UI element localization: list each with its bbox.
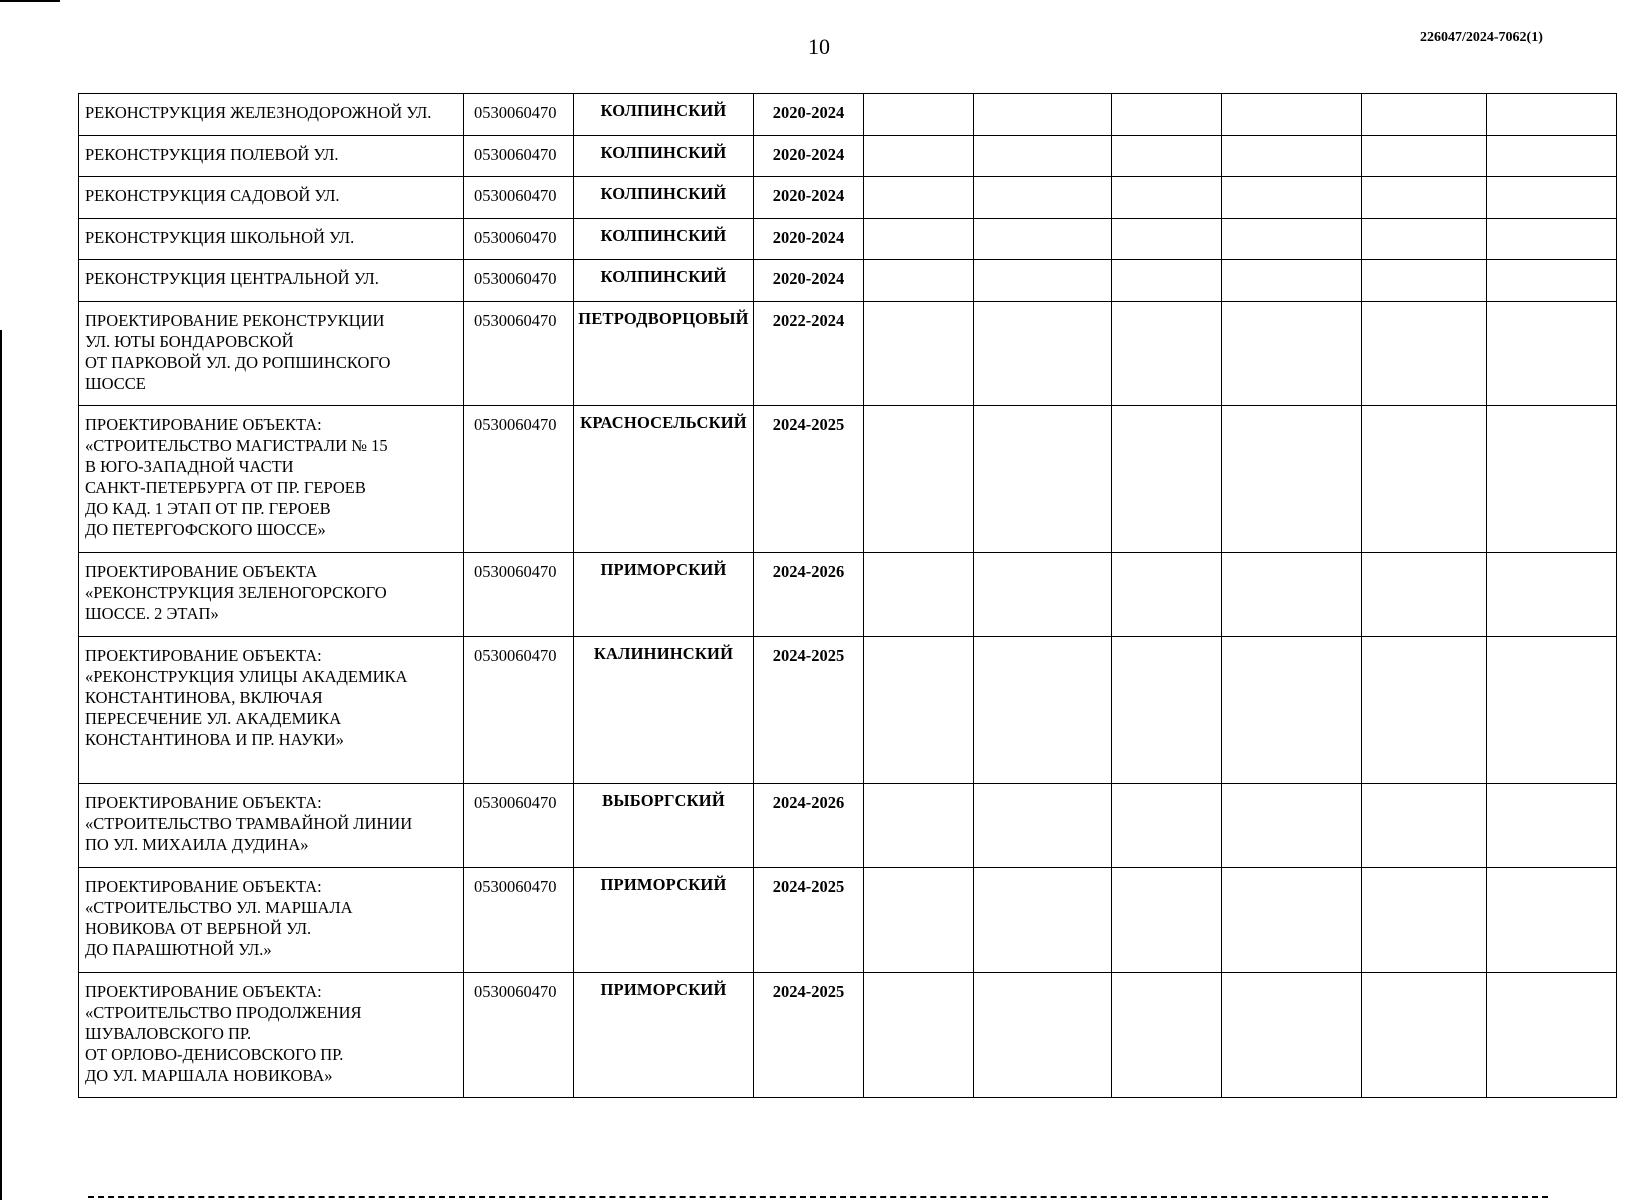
empty-value-cell	[1487, 94, 1617, 136]
empty-value-cell	[974, 973, 1112, 1098]
empty-value-cell	[1362, 94, 1487, 136]
empty-value-cell	[864, 94, 974, 136]
years-cell: 2024-2025	[754, 868, 864, 973]
table-row	[79, 302, 1617, 406]
empty-value-cell	[1112, 219, 1222, 260]
empty-value-cell	[974, 637, 1112, 784]
empty-value-cell	[1487, 553, 1617, 637]
empty-value-cell	[864, 868, 974, 973]
years-cell: 2020-2024	[754, 219, 864, 260]
district-cell: КРАСНОСЕЛЬСКИЙ	[574, 406, 754, 553]
district-cell: ПРИМОРСКИЙ	[574, 868, 754, 973]
empty-value-cell	[1222, 219, 1362, 260]
empty-value-cell	[1112, 973, 1222, 1098]
empty-value-cell	[1112, 784, 1222, 868]
object-name-line: КОНСТАНТИНОВА И ПР. НАУКИ»	[85, 730, 344, 749]
empty-value-cell	[1112, 94, 1222, 136]
empty-value-cell	[1362, 406, 1487, 553]
object-name-line: ПЕРЕСЕЧЕНИЕ УЛ. АКАДЕМИКА	[85, 709, 342, 728]
empty-value-cell	[974, 177, 1112, 219]
empty-value-cell	[1487, 868, 1617, 973]
empty-value-cell	[1362, 136, 1487, 177]
empty-value-cell	[864, 136, 974, 177]
empty-value-cell	[974, 260, 1112, 302]
years-cell: 2020-2024	[754, 136, 864, 177]
target-code-cell: 0530060470	[464, 260, 574, 302]
district-cell: КОЛПИНСКИЙ	[574, 260, 754, 302]
object-name-line: КОНСТАНТИНОВА, ВКЛЮЧАЯ	[85, 688, 323, 707]
object-name-line: ПРОЕКТИРОВАНИЕ ОБЪЕКТА	[85, 562, 318, 581]
table-row	[79, 868, 1617, 973]
empty-value-cell	[974, 219, 1112, 260]
empty-value-cell	[1222, 406, 1362, 553]
empty-value-cell	[974, 784, 1112, 868]
years-cell: 2024-2025	[754, 406, 864, 553]
empty-value-cell	[1222, 94, 1362, 136]
empty-value-cell	[1362, 219, 1487, 260]
years-cell: 2024-2025	[754, 637, 864, 784]
empty-value-cell	[1222, 868, 1362, 973]
target-code-cell: 0530060470	[464, 553, 574, 637]
empty-value-cell	[864, 553, 974, 637]
district-cell: ПЕТРОДВОРЦОВЫЙ	[574, 302, 754, 406]
empty-value-cell	[1112, 136, 1222, 177]
object-name-line: УЛ. ЮТЫ БОНДАРОВСКОЙ	[85, 332, 294, 351]
empty-value-cell	[1222, 260, 1362, 302]
empty-value-cell	[1112, 177, 1222, 219]
object-name-cell	[79, 177, 464, 219]
years-cell: 2020-2024	[754, 94, 864, 136]
object-name-line: «СТРОИТЕЛЬСТВО УЛ. МАРШАЛА	[85, 898, 353, 917]
empty-value-cell	[1487, 973, 1617, 1098]
object-name-line: ПРОЕКТИРОВАНИЕ ОБЪЕКТА:	[85, 646, 322, 665]
years-cell: 2020-2024	[754, 260, 864, 302]
empty-value-cell	[974, 302, 1112, 406]
empty-value-cell	[1362, 784, 1487, 868]
object-name-cell	[79, 868, 464, 973]
target-code-cell: 0530060470	[464, 406, 574, 553]
object-name-line: ПРОЕКТИРОВАНИЕ РЕКОНСТРУКЦИИ	[85, 311, 385, 330]
empty-value-cell	[864, 784, 974, 868]
empty-value-cell	[864, 219, 974, 260]
objects-table	[78, 93, 1617, 1098]
object-name-cell	[79, 302, 464, 406]
empty-value-cell	[1222, 553, 1362, 637]
empty-value-cell	[1112, 553, 1222, 637]
object-name-line: ОТ ОРЛОВО-ДЕНИСОВСКОГО ПР.	[85, 1045, 344, 1064]
page-number: 10	[808, 34, 830, 59]
scan-edge-mark	[0, 0, 60, 2]
empty-value-cell	[864, 177, 974, 219]
object-name-line: РЕКОНСТРУКЦИЯ ЖЕЛЕЗНОДОРОЖНОЙ УЛ.	[85, 103, 432, 122]
empty-value-cell	[1222, 177, 1362, 219]
empty-value-cell	[864, 637, 974, 784]
table-row	[79, 219, 1617, 260]
object-name-line: ОТ ПАРКОВОЙ УЛ. ДО РОПШИНСКОГО	[85, 353, 391, 372]
district-cell: ПРИМОРСКИЙ	[574, 553, 754, 637]
object-name-line: НОВИКОВА ОТ ВЕРБНОЙ УЛ.	[85, 919, 312, 938]
district-cell: КОЛПИНСКИЙ	[574, 219, 754, 260]
empty-value-cell	[864, 260, 974, 302]
object-name-cell	[79, 637, 464, 784]
table-row	[79, 973, 1617, 1098]
district-cell: КОЛПИНСКИЙ	[574, 177, 754, 219]
object-name-line: ДО ПАРАШЮТНОЙ УЛ.»	[85, 940, 272, 959]
empty-value-cell	[1362, 553, 1487, 637]
target-code-cell: 0530060470	[464, 973, 574, 1098]
object-name-line: РЕКОНСТРУКЦИЯ ПОЛЕВОЙ УЛ.	[85, 145, 339, 164]
target-code-cell: 0530060470	[464, 219, 574, 260]
table-row	[79, 136, 1617, 177]
object-name-line: РЕКОНСТРУКЦИЯ САДОВОЙ УЛ.	[85, 186, 340, 205]
object-name-line: ДО УЛ. МАРШАЛА НОВИКОВА»	[85, 1066, 333, 1085]
years-cell: 2024-2025	[754, 973, 864, 1098]
empty-value-cell	[1112, 637, 1222, 784]
district-cell: КОЛПИНСКИЙ	[574, 94, 754, 136]
district-cell: ВЫБОРГСКИЙ	[574, 784, 754, 868]
empty-value-cell	[974, 406, 1112, 553]
page-bottom-line	[88, 1196, 1548, 1198]
object-name-line: «СТРОИТЕЛЬСТВО ПРОДОЛЖЕНИЯ	[85, 1003, 362, 1022]
years-cell: 2022-2024	[754, 302, 864, 406]
object-name-line: ДО КАД. 1 ЭТАП ОТ ПР. ГЕРОЕВ	[85, 499, 331, 518]
target-code-cell: 0530060470	[464, 177, 574, 219]
object-name-line: ДО ПЕТЕРГОФСКОГО ШОССЕ»	[85, 520, 326, 539]
empty-value-cell	[1112, 260, 1222, 302]
object-name-cell	[79, 553, 464, 637]
empty-value-cell	[1112, 868, 1222, 973]
table-row	[79, 406, 1617, 553]
table-row	[79, 553, 1617, 637]
empty-value-cell	[1487, 260, 1617, 302]
object-name-cell	[79, 94, 464, 136]
years-cell: 2024-2026	[754, 784, 864, 868]
object-name-line: «РЕКОНСТРУКЦИЯ УЛИЦЫ АКАДЕМИКА	[85, 667, 408, 686]
empty-value-cell	[1362, 868, 1487, 973]
target-code-cell: 0530060470	[464, 784, 574, 868]
object-name-line: САНКТ-ПЕТЕРБУРГА ОТ ПР. ГЕРОЕВ	[85, 478, 366, 497]
years-cell: 2020-2024	[754, 177, 864, 219]
object-name-line: ШОССЕ	[85, 374, 146, 393]
table-row	[79, 94, 1617, 136]
empty-value-cell	[1487, 784, 1617, 868]
empty-value-cell	[1487, 302, 1617, 406]
years-cell: 2024-2026	[754, 553, 864, 637]
empty-value-cell	[1487, 637, 1617, 784]
table-row	[79, 260, 1617, 302]
object-name-line: ШУВАЛОВСКОГО ПР.	[85, 1024, 252, 1043]
object-name-line: ПРОЕКТИРОВАНИЕ ОБЪЕКТА:	[85, 415, 322, 434]
empty-value-cell	[1362, 302, 1487, 406]
object-name-line: ПРОЕКТИРОВАНИЕ ОБЪЕКТА:	[85, 877, 322, 896]
object-name-cell	[79, 219, 464, 260]
empty-value-cell	[864, 302, 974, 406]
document-code: 226047/2024-7062(1)	[1420, 30, 1543, 45]
empty-value-cell	[1487, 406, 1617, 553]
district-cell: КАЛИНИНСКИЙ	[574, 637, 754, 784]
empty-value-cell	[1362, 260, 1487, 302]
empty-value-cell	[1362, 177, 1487, 219]
target-code-cell: 0530060470	[464, 637, 574, 784]
empty-value-cell	[1487, 219, 1617, 260]
object-name-line: РЕКОНСТРУКЦИЯ ЦЕНТРАЛЬНОЙ УЛ.	[85, 269, 379, 288]
scan-edge-line	[0, 330, 2, 1200]
empty-value-cell	[974, 553, 1112, 637]
object-name-line: «РЕКОНСТРУКЦИЯ ЗЕЛЕНОГОРСКОГО	[85, 583, 387, 602]
object-name-line: В ЮГО-ЗАПАДНОЙ ЧАСТИ	[85, 457, 294, 476]
empty-value-cell	[864, 973, 974, 1098]
empty-value-cell	[1222, 973, 1362, 1098]
empty-value-cell	[1222, 784, 1362, 868]
table-row	[79, 637, 1617, 784]
empty-value-cell	[864, 406, 974, 553]
object-name-line: ПРОЕКТИРОВАНИЕ ОБЪЕКТА:	[85, 793, 322, 812]
object-name-cell	[79, 973, 464, 1098]
empty-value-cell	[1112, 302, 1222, 406]
empty-value-cell	[974, 136, 1112, 177]
object-name-cell	[79, 136, 464, 177]
object-name-line: ПО УЛ. МИХАИЛА ДУДИНА»	[85, 835, 309, 854]
district-cell: КОЛПИНСКИЙ	[574, 136, 754, 177]
target-code-cell: 0530060470	[464, 302, 574, 406]
object-name-line: РЕКОНСТРУКЦИЯ ШКОЛЬНОЙ УЛ.	[85, 228, 355, 247]
object-name-line: ПРОЕКТИРОВАНИЕ ОБЪЕКТА:	[85, 982, 322, 1001]
object-name-line: ШОССЕ. 2 ЭТАП»	[85, 604, 219, 623]
objects-table-body	[79, 94, 1617, 1098]
object-name-line: «СТРОИТЕЛЬСТВО МАГИСТРАЛИ № 15	[85, 436, 388, 455]
empty-value-cell	[1362, 637, 1487, 784]
object-name-cell	[79, 260, 464, 302]
empty-value-cell	[1487, 136, 1617, 177]
empty-value-cell	[1487, 177, 1617, 219]
target-code-cell: 0530060470	[464, 94, 574, 136]
table-row	[79, 177, 1617, 219]
empty-value-cell	[1222, 302, 1362, 406]
table-row	[79, 784, 1617, 868]
empty-value-cell	[974, 94, 1112, 136]
empty-value-cell	[974, 868, 1112, 973]
empty-value-cell	[1222, 637, 1362, 784]
object-name-cell	[79, 784, 464, 868]
empty-value-cell	[1222, 136, 1362, 177]
target-code-cell: 0530060470	[464, 136, 574, 177]
empty-value-cell	[1362, 973, 1487, 1098]
district-cell: ПРИМОРСКИЙ	[574, 973, 754, 1098]
object-name-cell	[79, 406, 464, 553]
target-code-cell: 0530060470	[464, 868, 574, 973]
empty-value-cell	[1112, 406, 1222, 553]
object-name-line: «СТРОИТЕЛЬСТВО ТРАМВАЙНОЙ ЛИНИИ	[85, 814, 413, 833]
